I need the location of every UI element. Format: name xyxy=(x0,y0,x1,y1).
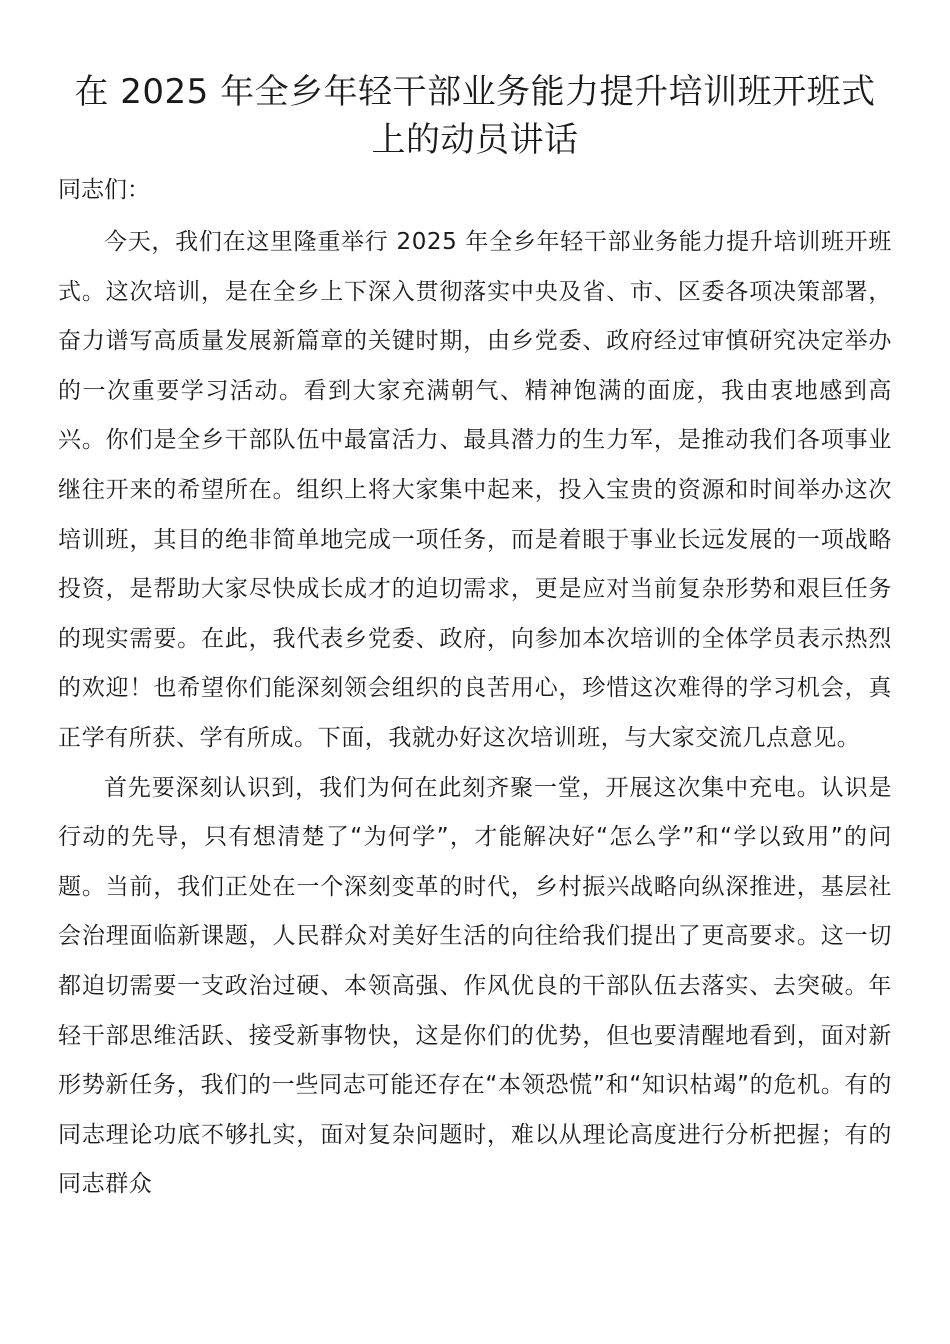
paragraph-2: 首先要深刻认识到，我们为何在此刻齐聚一堂，开展这次集中充电。认识是行动的先导，只有想清楚了“为何学”，才能解决好“怎么学”和“学以致用”的问题。当前，我们正处在一个深刻变革的时代，乡村振兴战略向纵深推进，基层社会治理面临新课题，人民群众对美好生活的向往给我们提出了更高要求。这一切都迫切需要一支政治过硬、本领高强、作风优良的干部队伍去落实、去突破。年轻干部思维活跃、接受新事物快，这是你们的优势，但也要清醒地看到，面对新形势新任务，我们的一些同志可能还存在“本领恐慌”和“知识枯竭”的危机。有的同志理论功底不够扎实，面对复杂问题时，难以从理论高度进行分析把握；有的同志群众 xyxy=(58,774,892,1198)
document-title xyxy=(40,68,910,164)
salutation: 同志们： xyxy=(58,177,150,203)
title-line-2: 上的动员讲话 xyxy=(371,120,579,160)
document-body xyxy=(58,218,892,1210)
paragraph-1: 今天，我们在这里隆重举行 2025 年全乡年轻干部业务能力提升培训班开班式。这次培训，是在全乡上下深入贯彻落实中央及省、市、区委各项决策部署，奋力谱写高质量发展新篇章的关键时期，由乡党委、政府经过审慎研究决定举办的一次重要学习活动。看到大家充满朝气、精神饱满的面庞，我由衷地感到高兴。你们是全乡干部队伍中最富活力、最具潜力的生力军，是推动我们各项事业继往开来的希望所在。组织上将大家集中起来，投入宝贵的资源和时间举办这次培训班，其目的绝非简单地完成一项任务，而是着眼于事业长远发展的一项战略投资，是帮助大家尽快成长成才的迫切需求，更是应对当前复杂形势和艰巨任务的现实需要。在此，我代表乡党委、政府，向参加本次培训的全体学员表示热烈的欢迎！也希望你们能深刻领会组织的良苦用心，珍惜这次难得的学习机会，真正学有所获、学有所成。下面，我就办好这次培训班，与大家交流几点意见。 xyxy=(58,229,892,751)
title-line-1: 在 2025 年全乡年轻干部业务能力提升培训班开班式 xyxy=(74,72,876,112)
